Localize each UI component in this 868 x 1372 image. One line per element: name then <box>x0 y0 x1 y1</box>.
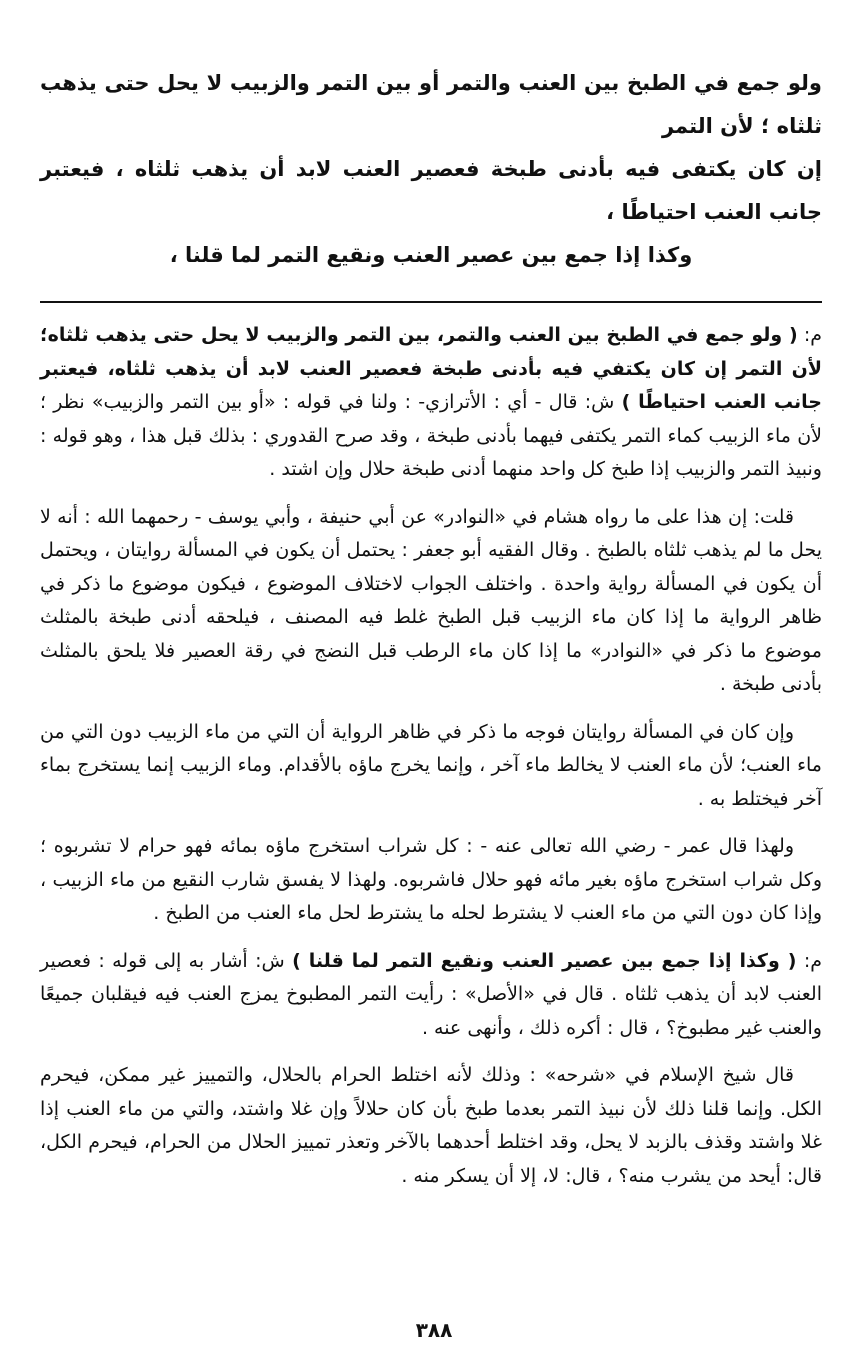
marker-mim: م: <box>796 949 822 972</box>
quoted-main-text: ( وكذا إذا جمع بين عصير العنب ونقيع التمر لما قلنا ) <box>292 949 797 972</box>
page-number: ٣٨٨ <box>415 1318 453 1342</box>
commentary-block <box>40 319 822 1193</box>
commentary-paragraph: ولهذا قال عمر - رضي الله تعالى عنه - : كل شراب استخرج ماؤه بمائه فهو حرام لا تشربوه ؛ وكل شراب استخرج ماؤه بغير مائه فهو حلال فاشربوه. ولهذا لا يفسق شارب النقيع من ماء الزبيب ، وإذا كان دون التي من ماء العنب لا يشترط لحله ما يشترط لحل ماء العنب من الطبخ . <box>40 835 822 924</box>
marker-mim: م: <box>797 324 822 346</box>
main-text-line: وكذا إذا جمع بين عصير العنب ونقيع التمر لما قلنا ، <box>169 243 693 267</box>
commentary-paragraph: قال شيخ الإسلام في «شرحه» : وذلك لأنه اختلط الحرام بالحلال، والتمييز غير ممكن، فيحرم الكل. وإنما قلنا ذلك لأن نبيذ التمر بعدما طبخ بأن كان حلالاً وإن غلا واشتد، والتي من ماء العنب إذا غلا واشتد وقذف بالزبد لا يحل، وقد اختلط أحدهما بالآخر وتعذر تمييز الحلال من الحرام، فيحرم الكل، قال: أيحد من يشرب منه؟ ، قال: لا، إلا أن يسكر منه . <box>40 1064 822 1187</box>
main-text-line: ولو جمع في الطبخ بين العنب والتمر أو بين التمر والزبيب لا يحل حتى يذهب ثلثاه ؛ لأن التمر <box>40 71 822 138</box>
main-text-block <box>40 62 822 277</box>
commentary-paragraph: وإن كان في المسألة روايتان فوجه ما ذكر في ظاهر الرواية أن التي من ماء الزبيب دون التي من ماء العنب؛ لأن ماء العنب لا يخالط ماء آخر ، وإنما يخرج ماؤه بالأقدام. وماء الزبيب إنما يستخرج بماء آخر فيختلط به . <box>40 720 822 810</box>
commentary-paragraph <box>40 319 822 487</box>
commentary-text: ش: قال - أي : الأترازي- : ولنا في قوله : «أو بين التمر والزبيب» نظر ؛ لأن ماء الزبيب كماء التمر يكتفى فيهما بأدنى طبخة ، وقد صرح القدوري : بذلك قبل هذا ، وهو قوله : ونبيذ التمر والزبيب إذا طبخ كل واحد منهما أدنى طبخة حلال وإن اشتد . <box>40 391 822 480</box>
commentary-paragraph <box>40 945 822 1046</box>
quoted-main-text: ( ولو جمع في الطبخ بين العنب والتمر، بين التمر والزبيب لا يحل حتى يذهب ثلثاه؛ لأن التمر إن كان يكتفي فيه بأدنى طبخة فعصير العنب لابد أن يذهب ثلثاه، فيعتبر جانب العنب احتياطًا ) <box>40 324 822 413</box>
main-text-line: إن كان يكتفى فيه بأدنى طبخة فعصير العنب لابد أن يذهب ثلثاه ، فيعتبر جانب العنب احتياطًا ، <box>40 157 822 224</box>
commentary-paragraph: قلت: إن هذا على ما رواه هشام في «النوادر» عن أبي حنيفة ، وأبي يوسف - رحمهما الله : أنه لا يحل ما لم يذهب ثلثاه بالطبخ . وقال الفقيه أبو جعفر : يحتمل أن يكون في المسألة روايتان ، ويحتمل أن يكون في المسألة رواية واحدة . واختلف الجواب لاختلاف الموضوع ، فيكون موضوع ما ذكر في ظاهر الرواية ما إذا كان ماء الزبيب قبل الطبخ غلط فيه المصنف ، فيلحقه أدنى طبخة بالمثلث موضوع ما ذكر في «النوادر» ما إذا كان ماء الرطب قبل النضج في رقة العصير فلا يلحق بالمثلث بأدنى طبخة . <box>40 505 822 695</box>
commentary-text: ش: أشار به إلى قوله : فعصير العنب لابد أن يذهب ثلثاه . قال في «الأصل» : رأيت التمر المطبوخ يمزج العنب فيه فيقلبان جميعًا والعنب غير مطبوخ؟ ، قال : أكره ذلك ، وأنهى عنه . <box>40 949 822 1039</box>
section-divider <box>40 301 822 303</box>
